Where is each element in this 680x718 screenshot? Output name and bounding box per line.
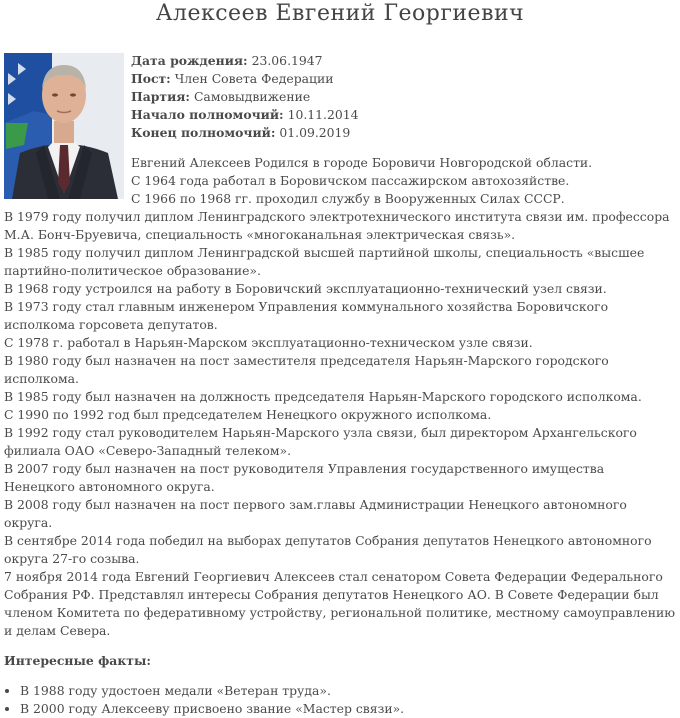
bio-paragraph: В 1973 году стал главным инженером Управления коммунального хозяйства Боровичского исполкома горсовета депутатов. [4, 299, 609, 332]
info-row-birth-date: Дата рождения: 23.06.1947 [131, 53, 323, 68]
profile-content [0, 27, 680, 718]
bio-paragraph: В 1979 году получил диплом Ленинградского электротехнического института связи им. профессора М.А. Бонч-Бруевича, специальность «многоканальная электрическая связь». [4, 209, 670, 242]
bio-paragraph: С 1990 по 1992 год был председателем Ненецкого окружного исполкома. [4, 407, 492, 422]
page-title: Алексеев Евгений Георгиевич [155, 1, 525, 26]
bio-paragraph: В 1985 году получил диплом Ленинградской высшей партийной школы, специальность «высшее партийно-политическое образование». [4, 245, 645, 278]
info-row-term-start: Начало полномочий: 10.11.2014 [131, 107, 359, 122]
bio-paragraph: 7 ноября 2014 года Евгений Георгиевич Алексеев стал сенатором Совета Федерации Федерального Собрания РФ. Представлял интересы Собрания депутатов Ненецкого АО. В Совете Федерации был членом Комитета по федеративному устройству, региональной политике, местному самоуправлению и делам Севера. [4, 569, 676, 638]
portrait-photo [4, 53, 124, 199]
fact-item: • В 2000 году Алексееву присвоено звание «Мастер связи». [20, 700, 676, 718]
bio-paragraph: С 1978 г. работал в Нарьян-Марском эксплуатационно-техническом узле связи. [4, 335, 533, 350]
bio-paragraph: С 1964 года работал в Боровичском пассажирском автохозяйстве. [131, 173, 570, 188]
biography [4, 154, 676, 640]
facts-heading: Интересные факты: [4, 653, 151, 668]
facts-list [4, 682, 676, 718]
bio-paragraph: В 1985 году был назначен на должность председателя Нарьян-Марского городского исполкома. [4, 389, 642, 404]
bio-paragraph: С 1966 по 1968 гг. проходил службу в Вооруженных Силах СССР. [131, 191, 565, 206]
fact-item: • В 1988 году удостоен медали «Ветеран труда». [20, 682, 676, 700]
info-row-term-end: Конец полномочий: 01.09.2019 [131, 125, 351, 140]
bio-paragraph: В 1992 году стал руководителем Нарьян-Марского узла связи, был директором Архангельского филиала ОАО «Северо-Западный телеком». [4, 425, 637, 458]
bio-paragraph: В 2008 году был назначен на пост первого зам.главы Администрации Ненецкого автономного округа. [4, 497, 627, 530]
bio-paragraph: В 2007 году был назначен на пост руководителя Управления государственного имущества Ненецкого автономного округа. [4, 461, 605, 494]
bio-paragraph: Евгений Алексеев Родился в городе Боровичи Новгородской области. [131, 155, 593, 170]
bio-paragraph: В 1968 году устроился на работу в Боровичский эксплуатационно-технический узел связи. [4, 281, 607, 296]
bio-paragraph: В 1980 году был назначен на пост заместителя председателя Нарьян-Марского городского исполкома. [4, 353, 609, 386]
info-row-party: Партия: Самовыдвижение [131, 89, 311, 104]
bio-paragraph: В сентябре 2014 года победил на выборах депутатов Собрания депутатов Ненецкого автономного округа 27-го созыва. [4, 533, 652, 566]
info-row-post: Пост: Член Совета Федерации [131, 71, 334, 86]
